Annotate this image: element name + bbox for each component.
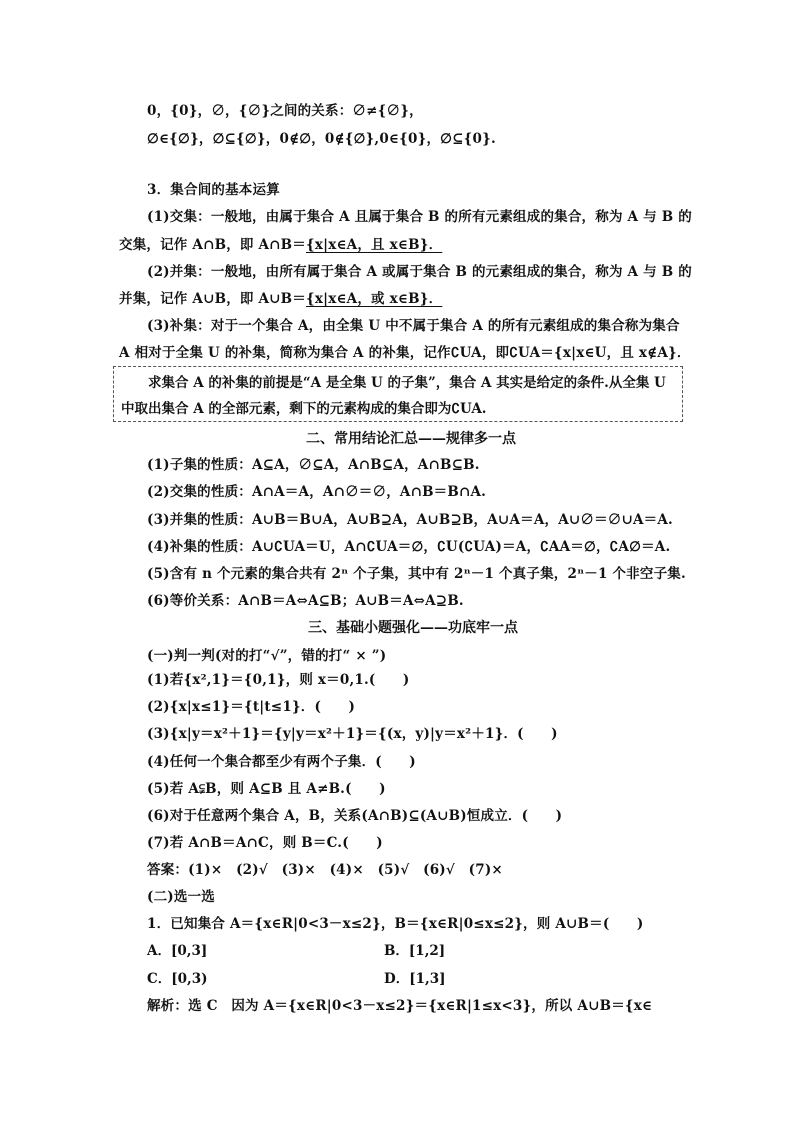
- union-answer: {x|x∈A，或 x∈B}．: [306, 291, 443, 307]
- union-line-2: [119, 287, 442, 307]
- judge-item-3: (3){x|y＝x²＋1}＝{y|y＝x²＋1}＝{(x，y)|y＝x²＋1}．( ): [147, 726, 558, 742]
- option-b: B．[1,2]: [384, 943, 446, 959]
- conclusion-item-1: (1)子集的性质：A⊆A，∅⊆A，A∩B⊆A，A∩B⊆B.: [147, 457, 480, 473]
- section3-title: 三、基础小题强化——功底牢一点: [308, 620, 518, 636]
- complement-note-box: [113, 366, 683, 422]
- intro-line-1: 0，{0}，∅，{∅}之间的关系：∅≠{∅}，: [147, 103, 423, 119]
- judge-item-4: (4)任何一个集合都至少有两个子集．( ): [147, 754, 416, 770]
- option-a: A．[0,3]: [147, 943, 208, 959]
- conclusion-item-6: (6)等价关系：A∩B＝A⇔A⊆B；A∪B＝A⇔A⊇B.: [147, 593, 464, 609]
- intersection-prefix: 交集，记作 A∩B，即 A∩B＝: [119, 237, 306, 253]
- judge-item-7: (7)若 A∩B＝A∩C，则 B＝C.( ): [147, 835, 383, 851]
- conclusion-item-3: (3)并集的性质：A∪B＝B∪A，A∪B⊇A，A∪B⊇B，A∪A＝A，A∪∅＝∅∪A＝A.: [147, 512, 673, 528]
- judge-item-1: (1)若{x²,1}＝{0,1}，则 x＝0,1.( ): [147, 672, 410, 688]
- intersection-line-2: [119, 233, 442, 253]
- section2-title: 二、常用结论汇总——规律多一点: [306, 431, 516, 447]
- option-c: C．[0,3): [147, 971, 208, 987]
- choice-subtitle: (二)选一选: [147, 889, 215, 905]
- note-line-2: 中取出集合 A 的全部元素，剩下的元素构成的集合即为∁UA.: [121, 401, 487, 417]
- judge-item-2: (2){x|x≤1}＝{t|t≤1}．( ): [147, 699, 356, 715]
- judge-item-5: (5)若 A⫋B，则 A⊆B 且 A≠B.( ): [147, 781, 386, 797]
- option-d: D．[1,3]: [384, 971, 446, 987]
- solution-line: 解析：选 C 因为 A＝{x∈R|0<3－x≤2}＝{x∈R|1≤x<3}，所以 A∪B＝{x∈: [147, 998, 653, 1014]
- intro-line-2: ∅∈{∅}，∅⊆{∅}，0∉∅，0∉{∅},0∈{0}，∅⊆{0}.: [147, 131, 496, 147]
- conclusion-item-2: (2)交集的性质：A∩A＝A，A∩∅＝∅，A∩B＝B∩A.: [147, 484, 487, 500]
- judge-item-6: (6)对于任意两个集合 A，B，关系(A∩B)⊆(A∪B)恒成立．( ): [147, 808, 563, 824]
- complement-line-1: (3)补集：对于一个集合 A，由全集 U 中不属于集合 A 的所有元素组成的集合称为集合: [147, 318, 680, 334]
- union-prefix: 并集，记作 A∪B，即 A∪B＝: [119, 291, 306, 307]
- note-line-1: 求集合 A 的补集的前提是“A 是全集 U 的子集”，集合 A 其实是给定的条件.从全集 U: [148, 375, 666, 391]
- complement-line-2: A 相对于全集 U 的补集，简称为集合 A 的补集，记作∁UA，即∁UA＝{x|x∈U，且 x∉A}．: [119, 345, 691, 361]
- intersection-answer: {x|x∈A，且 x∈B}．: [306, 237, 443, 253]
- intersection-line-1: (1)交集：一般地，由属于集合 A 且属于集合 B 的所有元素组成的集合，称为 A 与 B 的: [147, 209, 692, 225]
- judge-answer: 答案：(1)× (2)√ (3)× (4)× (5)√ (6)√ (7)×: [147, 862, 503, 878]
- judge-instructions: (一)判一判(对的打“√”，错的打“ × ”): [147, 648, 387, 664]
- question-1: 1．已知集合 A＝{x∈R|0<3－x≤2}，B＝{x∈R|0≤x≤2}，则 A∪B＝( ): [147, 916, 644, 932]
- conclusion-item-4: (4)补集的性质：A∪∁UA＝U，A∩∁UA＝∅，∁U(∁UA)＝A，∁AA＝∅，∁A∅＝A.: [147, 539, 671, 555]
- union-line-1: (2)并集：一般地，由所有属于集合 A 或属于集合 B 的元素组成的集合，称为 A 与 B 的: [147, 264, 692, 280]
- conclusion-item-5: (5)含有 n 个元素的集合共有 2ⁿ 个子集，其中有 2ⁿ－1 个真子集，2ⁿ－1 个非空子集.: [147, 566, 686, 582]
- ops-title: 3．集合间的基本运算: [147, 182, 280, 198]
